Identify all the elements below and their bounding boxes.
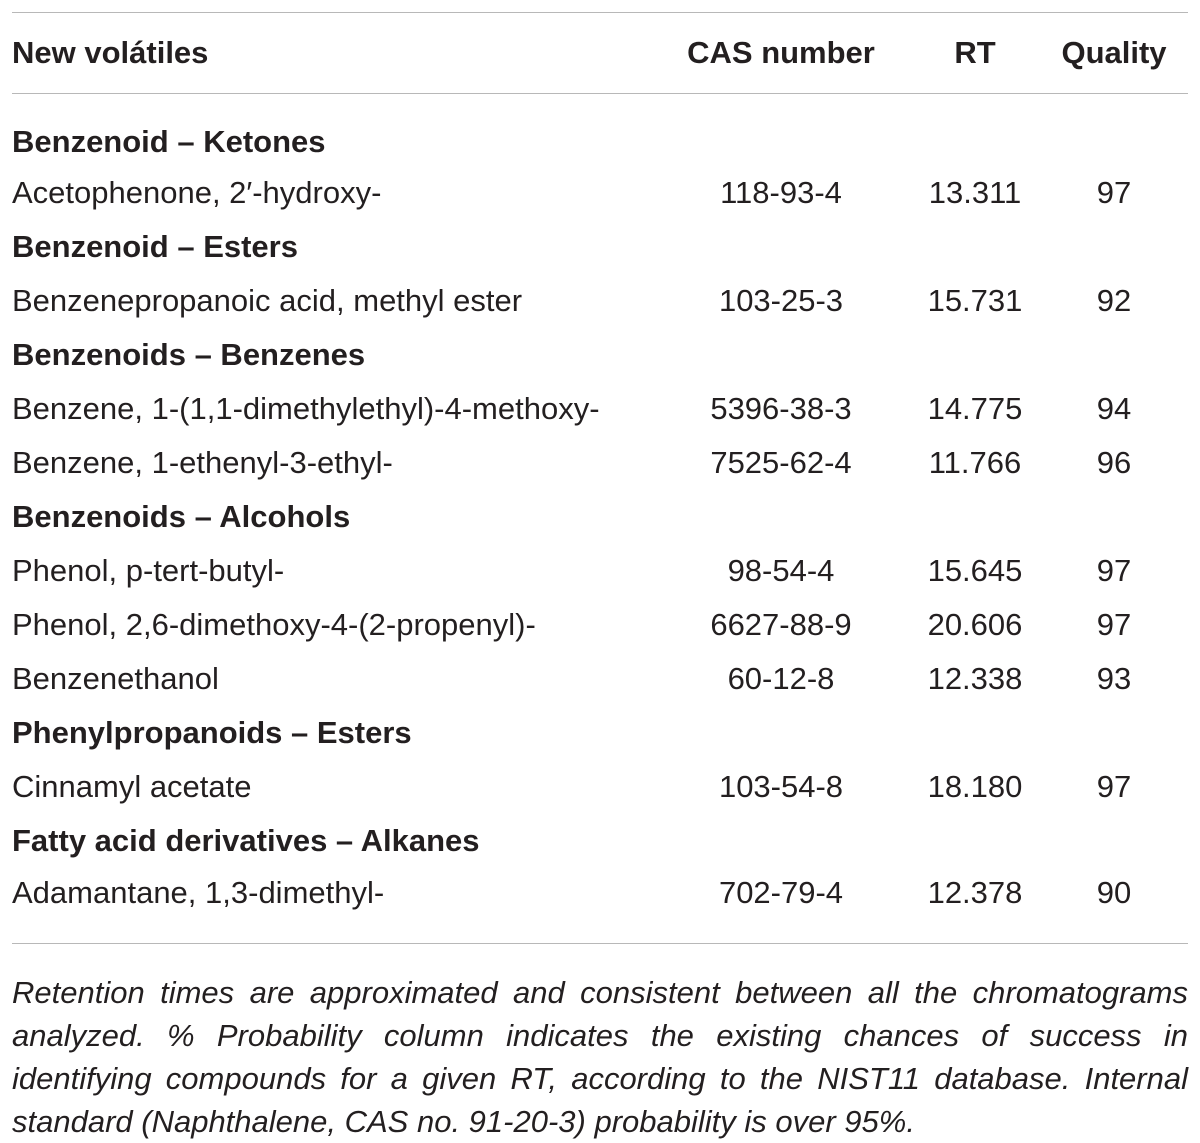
cas-number: 98-54-4 bbox=[727, 553, 835, 588]
table-row bbox=[12, 544, 1188, 598]
quality-value: 97 bbox=[1096, 607, 1132, 642]
group-title: Benzenoid – Esters bbox=[12, 229, 298, 264]
group-title: Benzenoids – Benzenes bbox=[12, 337, 366, 372]
retention-time: 13.311 bbox=[928, 175, 1022, 210]
cas-number: 60-12-8 bbox=[727, 661, 835, 696]
group-row bbox=[12, 814, 1188, 868]
compound-name: Cinnamyl acetate bbox=[12, 769, 252, 804]
cas-number: 5396-38-3 bbox=[710, 391, 852, 426]
compound-name: Benzenepropanoic acid, methyl ester bbox=[12, 283, 523, 318]
group-row bbox=[12, 220, 1188, 274]
group-row bbox=[12, 490, 1188, 544]
table-row bbox=[12, 760, 1188, 814]
header-quality: Quality bbox=[1040, 13, 1188, 94]
volatiles-table bbox=[12, 12, 1188, 944]
quality-value: 97 bbox=[1096, 553, 1132, 588]
group-title: Phenylpropanoids – Esters bbox=[12, 715, 412, 750]
compound-name: Benzenethanol bbox=[12, 661, 219, 696]
quality-value: 94 bbox=[1096, 391, 1132, 426]
table-header bbox=[12, 13, 1188, 94]
table-body bbox=[12, 94, 1188, 944]
compound-name: Acetophenone, 2′-hydroxy- bbox=[12, 175, 382, 210]
group-title: Fatty acid derivatives – Alkanes bbox=[12, 823, 480, 858]
cas-number: 103-54-8 bbox=[718, 769, 844, 804]
table-row bbox=[12, 652, 1188, 706]
table-row bbox=[12, 382, 1188, 436]
quality-value: 96 bbox=[1096, 445, 1132, 480]
header-new-volatiles: New volátiles bbox=[12, 13, 652, 94]
compound-name: Phenol, 2,6-dimethoxy-4-(2-propenyl)- bbox=[12, 607, 536, 642]
header-cas-number: CAS number bbox=[652, 13, 910, 94]
compound-name: Phenol, p-tert-butyl- bbox=[12, 553, 285, 588]
table-footnote: Retention times are approximated and consistent between all the chromatograms analyzed. % Probability column indicates the existing chances of success in identifying compounds for a given RT, according to the NIST11 database. Internal standard (Naphthalene, CAS no. 91-20-3) probability is over 95%. bbox=[12, 975, 1188, 1139]
quality-value: 97 bbox=[1096, 769, 1132, 804]
retention-time: 11.766 bbox=[928, 445, 1022, 480]
cas-number: 6627-88-9 bbox=[710, 607, 852, 642]
cas-number: 103-25-3 bbox=[718, 283, 844, 318]
retention-time: 15.731 bbox=[927, 283, 1023, 318]
cas-number: 7525-62-4 bbox=[710, 445, 852, 480]
compound-name: Benzene, 1-(1,1-dimethylethyl)-4-methoxy- bbox=[12, 391, 600, 426]
quality-value: 92 bbox=[1096, 283, 1132, 318]
retention-time: 18.180 bbox=[927, 769, 1023, 804]
volatiles-table-container bbox=[12, 12, 1188, 944]
quality-value: 97 bbox=[1096, 175, 1132, 210]
group-row bbox=[12, 328, 1188, 382]
quality-value: 90 bbox=[1040, 868, 1188, 944]
retention-time: 12.378 bbox=[910, 868, 1040, 944]
group-row bbox=[12, 706, 1188, 760]
retention-time: 14.775 bbox=[927, 391, 1023, 426]
group-title: Benzenoids – Alcohols bbox=[12, 499, 351, 534]
header-rt: RT bbox=[910, 13, 1040, 94]
quality-value: 93 bbox=[1096, 661, 1132, 696]
compound-name: Benzene, 1-ethenyl-3-ethyl- bbox=[12, 445, 393, 480]
cas-number: 702-79-4 bbox=[652, 868, 910, 944]
table-row bbox=[12, 436, 1188, 490]
table-row bbox=[12, 274, 1188, 328]
table-row bbox=[12, 166, 1188, 220]
cas-number: 118-93-4 bbox=[720, 175, 842, 210]
retention-time: 20.606 bbox=[927, 607, 1023, 642]
header-row bbox=[12, 13, 1188, 94]
compound-name: Adamantane, 1,3-dimethyl- bbox=[12, 868, 652, 944]
table-row bbox=[12, 868, 1188, 944]
table-row bbox=[12, 598, 1188, 652]
group-row bbox=[12, 94, 1188, 167]
group-title: Benzenoid – Ketones bbox=[12, 124, 326, 159]
retention-time: 15.645 bbox=[927, 553, 1023, 588]
retention-time: 12.338 bbox=[927, 661, 1023, 696]
